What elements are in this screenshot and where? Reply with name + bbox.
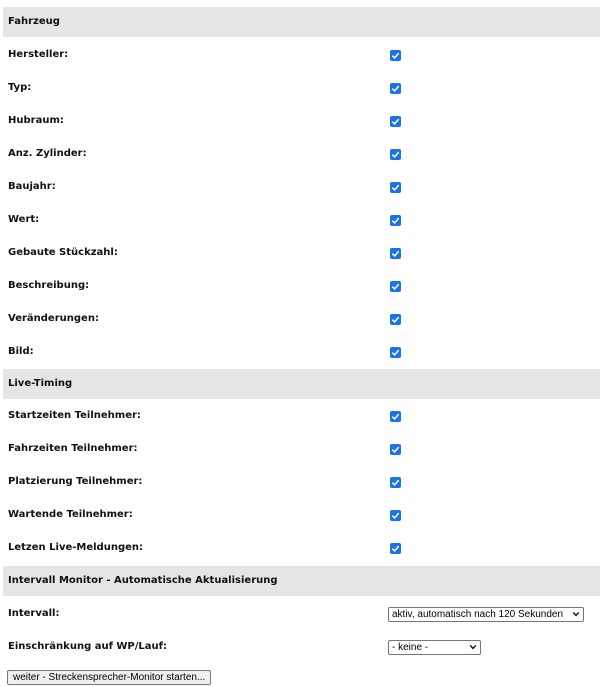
checkbox-typ[interactable] (390, 83, 401, 94)
check-icon (391, 150, 400, 159)
check-icon (391, 544, 400, 553)
check-icon (391, 183, 400, 192)
checkbox-hersteller[interactable] (390, 50, 401, 61)
chevron-down-icon (469, 643, 477, 651)
check-icon (391, 216, 400, 225)
start-monitor-button[interactable]: weiter - Streckensprecher-Monitor starten... (7, 670, 211, 685)
label-wert: Wert: (8, 214, 40, 225)
intervall-select[interactable] (388, 607, 584, 622)
checkbox-hubraum[interactable] (390, 116, 401, 127)
checkbox-platzierung[interactable] (390, 477, 401, 488)
checkbox-wartende[interactable] (390, 510, 401, 521)
label-beschreibung: Beschreibung: (8, 280, 90, 291)
intervall-select-value: aktiv, automatisch nach 120 Sekunden (392, 609, 564, 620)
label-hersteller: Hersteller: (8, 49, 69, 60)
checkbox-beschreibung[interactable] (390, 281, 401, 292)
checkbox-wert[interactable] (390, 215, 401, 226)
checkbox-bild[interactable] (390, 347, 401, 358)
check-icon (391, 51, 400, 60)
checkbox-letzen-live-meldungen[interactable] (390, 543, 401, 554)
check-icon (391, 511, 400, 520)
check-icon (391, 282, 400, 291)
checkbox-veraenderungen[interactable] (390, 314, 401, 325)
checkbox-gebaute-stueckzahl[interactable] (390, 248, 401, 259)
check-icon (391, 84, 400, 93)
check-icon (391, 249, 400, 258)
section-header-intervall-monitor (3, 566, 600, 596)
chevron-down-icon (572, 610, 580, 618)
check-icon (391, 412, 400, 421)
checkbox-anz-zylinder[interactable] (390, 149, 401, 160)
checkbox-baujahr[interactable] (390, 182, 401, 193)
label-veraenderungen: Veränderungen: (8, 313, 99, 324)
label-baujahr: Baujahr: (8, 181, 56, 192)
checkbox-startzeiten[interactable] (390, 411, 401, 422)
section-header-fahrzeug (3, 7, 600, 37)
label-hubraum: Hubraum: (8, 115, 64, 126)
label-platzierung: Platzierung Teilnehmer: (8, 476, 143, 487)
einschraenkung-select[interactable] (388, 640, 481, 655)
check-icon (391, 445, 400, 454)
label-startzeiten: Startzeiten Teilnehmer: (8, 410, 141, 421)
label-typ: Typ: (8, 82, 32, 93)
section-title-fahrzeug: Fahrzeug (8, 16, 60, 27)
check-icon (391, 117, 400, 126)
label-intervall: Intervall: (8, 608, 60, 619)
section-title-intervall-monitor: Intervall Monitor - Automatische Aktualisierung (8, 575, 278, 586)
label-anz-zylinder: Anz. Zylinder: (8, 148, 87, 159)
label-bild: Bild: (8, 346, 34, 357)
label-gebaute-stueckzahl: Gebaute Stückzahl: (8, 247, 118, 258)
label-letzen-live-meldungen: Letzen Live-Meldungen: (8, 542, 144, 553)
section-title-live-timing: Live-Timing (8, 378, 73, 389)
check-icon (391, 315, 400, 324)
einschraenkung-select-value: - keine - (392, 642, 429, 653)
check-icon (391, 478, 400, 487)
check-icon (391, 348, 400, 357)
label-wartende: Wartende Teilnehmer: (8, 509, 133, 520)
section-header-live-timing (3, 369, 600, 399)
label-fahrzeiten: Fahrzeiten Teilnehmer: (8, 443, 138, 454)
label-einschraenkung: Einschränkung auf WP/Lauf: (8, 641, 168, 652)
checkbox-fahrzeiten[interactable] (390, 444, 401, 455)
